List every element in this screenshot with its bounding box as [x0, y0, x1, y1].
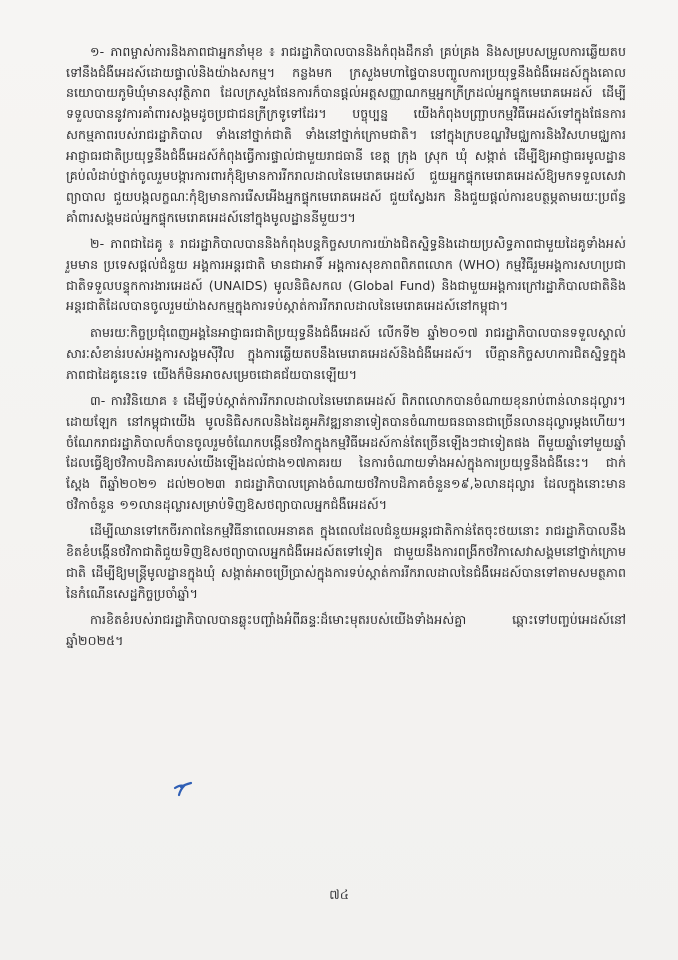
paragraph-ownership-leadership: ១- ភាពម្ចាស់ការនិងភាពជាអ្នកនាំមុខ ៖ រាជរដ្ឋាភិបាលបាននិងកំពុងដឹកនាំ គ្រប់គ្រង និងសម្របសម្រួលការឆ្លើយតបទៅនឹងជំងឺអេដស៍ដោយផ្ទាល់និងយ៉ាងសកម្ម។ កន្លងមក ក្រសួងមហាផ្ទៃបានបញ្ចូលការប្រយុទ្ធនឹងជំងឺអេដស៍ក្នុងគោលនយោបាយភូមិឃុំមានសុវត្ថិភាព ដែលក្រសួងផែនការក៏បានផ្តល់អត្តសញ្ញាណកម្មអ្នកក្រីក្រដល់អ្នកផ្ទុកមេរោគអេដស៍ ដើម្បីទទួលបាននូវការគាំពារសង្គមដូចប្រជាជនក្រីក្រទូទៅដែរ។ បច្ចុប្បន្ន យើងកំពុងបញ្ជ្រាបកម្មវិធីអេដស៍ទៅក្នុងផែនការសកម្មភាពរបស់រាជរដ្ឋាភិបាល ទាំងនៅថ្នាក់ជាតិ ទាំងនៅថ្នាក់ក្រោមជាតិ។ នៅក្នុងក្របខណ្ឌវិមជ្ឈការនិងវិសហមជ្ឈការ អាជ្ញាធរជាតិប្រយុទ្ធនឹងជំងឺអេដស៍កំពុងធ្វើការផ្ទាល់ជាមួយរាជធានី ខេត្ត ក្រុង ស្រុក ឃុំ សង្កាត់ ដើម្បីឱ្យអាជ្ញាធរមូលដ្ឋានគ្រប់លំដាប់ថ្នាក់ចូលរួមបង្ការការពារកុំឱ្យមានការរីករាលដាលនៃមេរោគអេដស៍ ជួយអ្នកផ្ទុកមេរោគអេដស៍ឱ្យមកទទួលសេវាព្យាបាល ជួយបង្កលក្ខណៈកុំឱ្យមានការរើសអើងអ្នកផ្ទុកមេរោគអេដស៍ ជួយស្វែងរក និងជួយផ្តល់ការឧបត្ថម្ភតាមរយៈប្រព័ន្ធគាំពារសង្គមដល់អ្នកផ្ទុកមេរោគអេដស៍នៅក្នុងមូលដ្ឋាននីមួយៗ។	[66, 44, 626, 225]
paragraph-partnership: ២- ភាពជាដៃគូ ៖ រាជរដ្ឋាភិបាលបាននិងកំពុងបន្តកិច្ចសហការយ៉ាងជិតស្និទ្ធនិងដោយប្រសិទ្ធភាពជាមួយដៃគូទាំងអស់រួមមាន ប្រទេសផ្តល់ជំនួយ អង្គការអន្តរជាតិ មានជាអាទិ៍ អង្គការសុខភាពពិភពលោក (WHO) កម្មវិធីរួមអង្គការសហប្រជាជាតិទទួលបន្ទុកការងារអេដស៍ (UNAIDS) មូលនិធិសកល (Global Fund) និងជាមួយអង្គការក្រៅរដ្ឋាភិបាលជាតិនិងអន្តរជាតិដែលបានចូលរួមយ៉ាងសកម្មក្នុងការទប់ស្កាត់ការរីករាលដាលនៃមេរោគអេដស៍នៅកម្ពុជា។	[66, 236, 626, 314]
paragraph-plenary-meeting: តាមរយៈកិច្ចប្រជុំពេញអង្គនៃអាជ្ញាធរជាតិប្រយុទ្ធនឹងជំងឺអេដស៍ លើកទី២ ឆ្នាំ២០១៧ រាជរដ្ឋាភិបាលបានទទួលស្គាល់សារៈសំខាន់របស់អង្គការសង្គមស៊ីវិល ក្នុងការឆ្លើយតបនឹងមេរោគអេដស៍និងជំងឺអេដស៍។ បើគ្មានកិច្ចសហការជិតស្និទ្ធក្នុងភាពជាដៃគូនេះទេ យើងក៏មិនអាចសម្រេចជោគជ័យបានឡើយ។	[66, 325, 626, 382]
page-number: ៧៤	[329, 888, 349, 903]
paragraph-commitment: ការខិតខំរបស់រាជរដ្ឋាភិបាលបានឆ្លុះបញ្ចាំងអំពីឆន្ទៈដ៏មោះមុតរបស់យើងទាំងអស់គ្នា ឆ្ពោះទៅបញ្ចប់អេដស៍នៅឆ្នាំ២០២៥។	[66, 612, 626, 648]
paragraph-sustainability: ដើម្បីឈានទៅកេចីរភាពនៃកម្មវិធីនាពេលអនាគត ក្នុងពេលដែលជំនួយអន្តរជាតិកាន់តែចុះថយនោះ រាជរដ្ឋាភិបាលនឹងខិតខំបង្កើនថវិកាជាតិជួយទិញឱសថព្យាបាលអ្នកជំងឺអេដស៍តទៅទៀត ជាមួយនឹងការពង្រីកថវិកាសេវាសង្គមនៅថ្នាក់ក្រោមជាតិ ដើម្បីឱ្យមន្ត្រីមូលដ្ឋានក្នុងឃុំ សង្កាត់អាចប្រើប្រាស់ក្នុងការទប់ស្កាត់ការរីករាលដាលនៃជំងឺអេដស៍បានទៅតាមសមត្ថភាពនៃកំណើនសេដ្ឋកិច្ចប្រចាំឆ្នាំ។	[66, 523, 626, 601]
blue-ink-mark-icon	[172, 776, 194, 798]
document-body	[66, 42, 626, 658]
paragraph-investment: ៣- ការវិនិយោគ ៖ ដើម្បីទប់ស្កាត់ការរីករាលដាលនៃមេរោគអេដស៍ ពិភពលោកបានចំណាយខុនរាប់ពាន់លានដុល្លារ។ ដោយឡែក នៅកម្ពុជាយើង មូលនិធិសកលនិងដៃគូអភិវឌ្ឍនានាទៀតបានចំណាយធនធានជាច្រើនលានដុល្លារម្តងហើយ។ ចំណែករាជរដ្ឋាភិបាលក៏បានចូលរួមចំណែកបង្កើនថវិកាក្នុងកម្មវិធីអេដស៍កាន់តែច្រើនឡើងៗជាទៀតផង ពីមួយឆ្នាំទៅមួយឆ្នាំ ដែលធ្វើឱ្យថវិកាបដិភាគរបស់យើងឡើងដល់ជាង១៧ភាគរយ នៃការចំណាយទាំងអស់ក្នុងការប្រយុទ្ធនឹងជំងឺនេះ។ ជាក់ស្តែង ពីឆ្នាំ២០២១ ដល់២០២៣ រាជរដ្ឋាភិបាលគ្រោងចំណាយថវិកាបដិភាគចំនួន១៩,៦លានដុល្លារ ដែលក្នុងនោះមានថវិកាចំនួន ១១លានដុល្លារសម្រាប់ទិញឱសថព្យាបាលអ្នកជំងឺអេដស៍។	[66, 393, 626, 512]
